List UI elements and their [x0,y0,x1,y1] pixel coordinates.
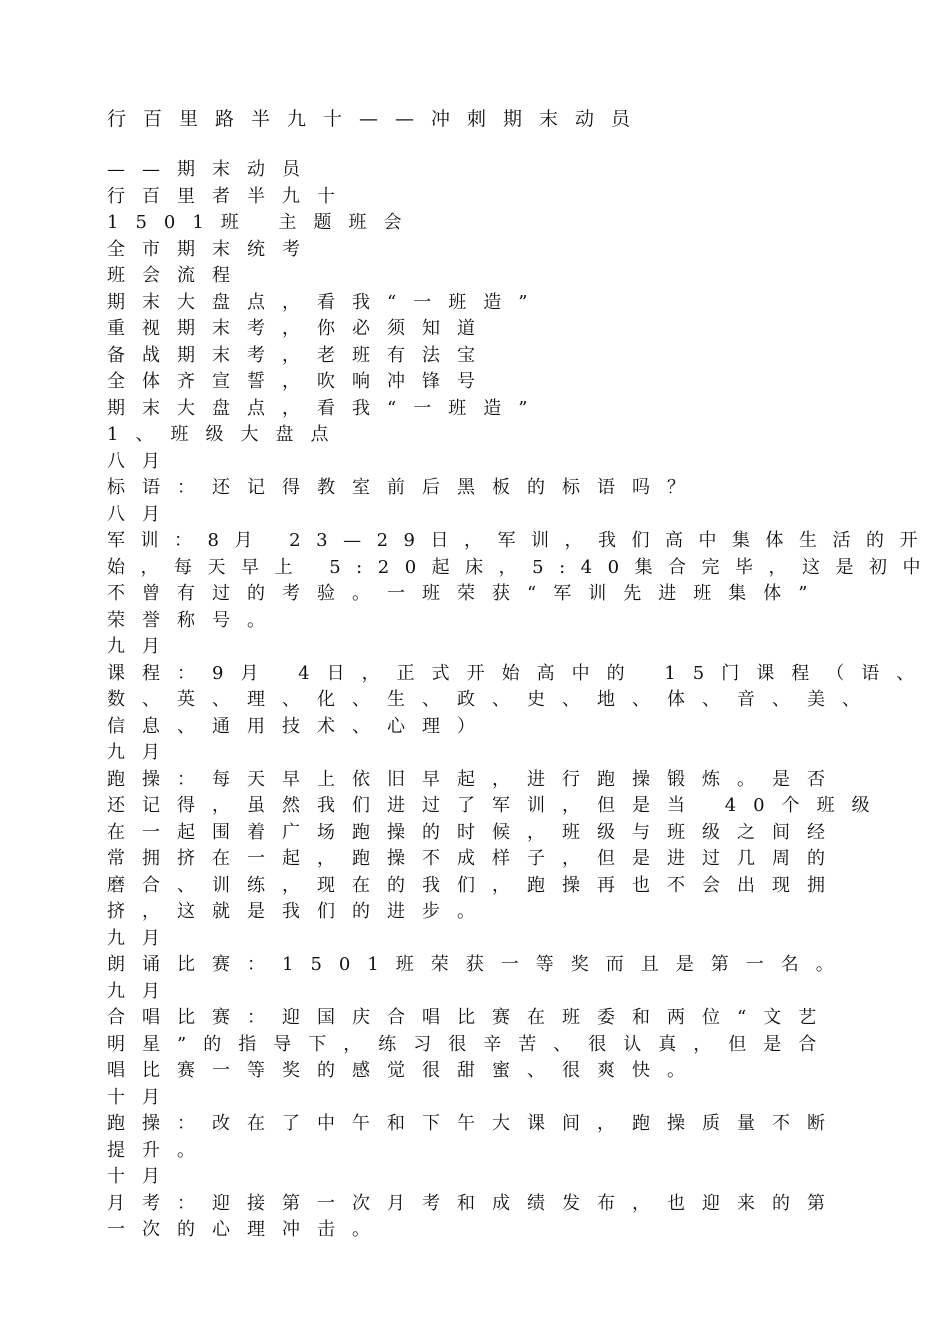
text-line: 荣誉称号。 [107,609,282,631]
text-line: 备战期末考，老班有法宝 [107,344,492,366]
text-line: 八月 [107,450,177,472]
text-line: 全市期末统考 [107,238,317,260]
text-line: 合唱比赛：迎国庆合唱比赛在班委和两位“文艺 [107,1007,834,1028]
text-line: 十月 [107,1166,177,1187]
text-line: 朗诵比赛：1501班荣获一等奖而且是第一名。 [107,954,851,975]
text-line: 九月 [107,927,177,949]
text-line: 不曾有过的考验。一班荣获“军训先进班集体” [107,583,825,604]
document-title: 行百里路半九十——冲刺期末动员 [107,108,648,130]
text-line: 常拥挤在一起，跑操不成样子，但是进过几周的 [107,848,842,869]
text-line: 始，每天早上 5:20起床，5:40集合完毕，这是初中 [107,556,937,578]
text-line: 月考：迎接第一次月考和成绩发布，也迎来的第 [107,1192,842,1214]
text-line: 行百里者半九十 [107,185,352,207]
text-line: 九月 [107,980,177,1002]
text-line: 唱比赛一等奖的感觉很甜蜜、很爽快。 [107,1060,702,1081]
text-line: 提升。 [107,1139,212,1161]
document-body [107,157,937,1244]
text-line: 挤，这就是我们的进步。 [107,901,492,922]
text-line: 班会流程 [107,265,247,286]
text-line: 磨合、训练，现在的我们，跑操再也不会出现拥 [107,874,842,896]
text-line: 跑操：每天早上依旧早起，进行跑操锻炼。是否 [107,768,842,790]
text-line: 一次的心理冲击。 [107,1219,387,1240]
text-line: 期末大盘点，看我“一班造” [107,291,545,313]
text-line: 1、班级大盘点 [107,424,346,445]
text-line: 期末大盘点，看我“一班造” [107,397,545,419]
text-line: 重视期末考，你必须知道 [107,318,492,339]
text-line: 十月 [107,1086,177,1108]
text-line: 跑操：改在了中午和下午大课间，跑操质量不断 [107,1113,842,1134]
text-line: 九月 [107,636,177,657]
text-line: 军训：8月 23—29日，军训，我们高中集体生活的开 [107,530,933,551]
text-line: 明星”的指导下，练习很辛苦、很认真，但是合 [107,1033,834,1055]
text-line: 八月 [107,503,177,525]
text-line: ——期末动员 [107,159,317,180]
text-line: 课程：9月 4日，正式开始高中的 15门课程（语、 [107,662,932,684]
text-line: 信息、通用技术、心理） [107,715,492,737]
text-line: 九月 [107,742,177,763]
text-line: 标语：还记得教室前后黑板的标语吗？ [107,477,702,498]
text-line: 1501班 主题班会 [107,212,419,233]
text-line: 还记得，虽然我们进过了军训，但是当 40个班级 [107,795,887,816]
text-line: 全体齐宣誓，吹响冲锋号 [107,371,492,392]
text-line: 在一起围着广场跑操的时候，班级与班级之间经 [107,821,842,843]
text-line: 数、英、理、化、生、政、史、地、体、音、美、 [107,689,877,710]
